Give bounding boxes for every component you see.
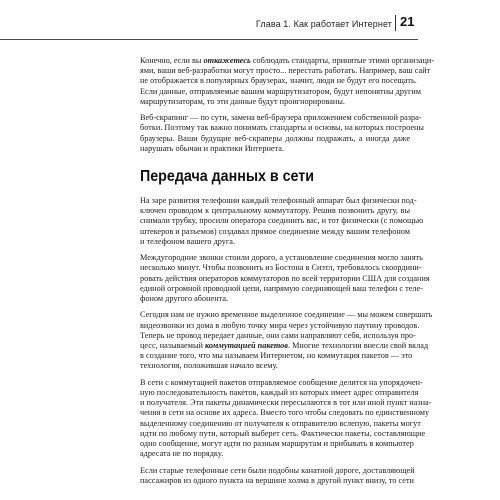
text-run: цесс, называемый [140,341,205,351]
body-text [140,56,435,492]
text-run: адресата не по порядку. [140,449,224,459]
text-run: ями, ваши веб-разработки могут просто... перестать работать. Например, ваш сайт [140,66,431,76]
emphasized-term: откажетесь [203,56,251,65]
paragraph-1 [140,56,435,107]
header-rule [0,39,418,40]
text-line [140,76,417,86]
text-line [140,237,410,247]
text-run: . Многие технологии внесли свой вклад [287,341,429,351]
text-line [140,56,435,66]
text-run: выделенному соединению от получателя к отправителю вслепую, пакеты могут [140,418,421,428]
text-line [140,341,429,351]
text-line [140,216,424,226]
section-heading: Передача данных в сети [140,168,315,186]
text-run: единой огромной проводной цепи, напрямую соединяющей ваш телефон с теле- [140,283,423,293]
text-run: На заре развития телефонии каждый телефонный аппарат был физически под- [140,196,417,206]
text-line [140,86,422,97]
text-line [140,206,410,216]
paragraph-3 [140,196,424,247]
text-line [140,320,420,331]
text-run: и получателя. Эти пакеты динамически пересылаются в тот или иной пункт назна- [140,398,432,408]
text-line [140,263,422,273]
text-line [140,361,410,371]
text-line [140,227,410,237]
text-run: и телефоном вашего друга. [140,236,236,246]
text-run: несколько минут. Чтобы позвонить из Бостона в Сиэтл, требовалось скоордини- [140,263,422,273]
text-line [140,253,423,263]
text-run: Теперь не провод передает данные, они сами направляют себя, используя про- [140,330,416,340]
text-line [140,144,410,154]
text-run: ботки. Поэтому так важно понимать стандарты и основы, на которых построены [140,123,424,133]
text-line [140,475,414,486]
paragraph-6 [140,377,432,460]
text-run: ровать действия операторов коммутаторов по всей территории США для создания [140,273,430,283]
text-run: фоном другого абонента. [140,294,229,304]
text-run: нарушать обычаи и практики Интернета. [140,143,284,153]
text-run: маршрутизаторам, то эти данные будут проигнорированы. [140,96,345,106]
paragraph-4 [140,253,430,304]
emphasized-term: коммутацией пакетов [204,341,288,351]
text-run: Междугородние звонки стоили дорого, а установление соединения могло занять [140,253,423,263]
text-run: штекеров и разъемов) создавал прямое соединение между вашим телефоном [140,226,410,236]
text-line [140,398,432,408]
text-run: Если старые телефонные сети были подобны канатной дороге, доставляющей [140,465,415,475]
text-line [140,449,410,459]
text-line [140,66,431,76]
paragraph-5 [140,310,433,371]
text-run: В сети с коммутацией пакетов отправляемое сообщение делится на упорядочен- [140,377,423,387]
text-line [140,408,430,418]
text-run: ную последовательность пакетов, каждый из которых имеет адрес отправителя [140,388,419,398]
text-line [140,97,410,107]
text-run: технология, положившая начало всему. [140,361,278,371]
text-run: в создание того, что мы называем Интернетом, но коммутация пакетов — это [140,351,413,361]
text-line [140,330,416,341]
text-line [140,351,413,361]
text-run: пассажиров из одного пункта на вершине холма в другой пункт внизу, то сети [140,475,414,485]
text-run: Если данные, отправляемые вашим маршрутизатором, будут непонятны другим [140,86,422,96]
text-line [140,273,430,284]
text-run: одно сообщение, могут идти по разным маршрутам и прибывать в компьютер [140,439,414,449]
text-line [140,113,422,123]
text-run: видеозвонки из дома в любую точку мира через устойчивую паутину проводов. [140,320,420,330]
page-number: 21 [400,14,415,29]
text-run: браузеры. Ваши будущие веб-скраперы должны подражать, а иногда даже [140,133,410,143]
text-line [140,196,417,206]
chapter-title: Глава 1. Как работает Интернет [255,19,392,29]
text-run: чения в сети на основе их адреса. Вместо того чтобы следовать по единственному [140,408,430,418]
text-run: идти по любому пути, который выберет сеть. Фактически пакеты, составляющие [140,428,426,438]
running-header [0,0,500,44]
text-line [140,428,426,439]
text-line [140,294,410,304]
text-line [140,310,433,320]
paragraph-7 [140,465,415,486]
text-line [140,283,423,294]
text-line [140,134,410,144]
text-run: Веб-скрапинг — по сути, замена веб-браузера приложением собственной разра- [140,113,422,123]
header-separator [395,15,396,31]
text-run: Конечно, если вы [140,56,204,65]
text-run: снимали трубку, просили оператора соединить вас, и тот физически (с помощью [140,216,424,226]
text-line [140,439,414,449]
text-line [140,388,419,398]
paragraph-2 [140,113,424,154]
text-line [140,377,423,388]
text-line [140,465,415,476]
text-run: Сегодня нам не нужно временное выделенное соединение — мы можем совершать [140,310,433,320]
text-line [140,123,424,133]
text-run: соблюдать стандарты, принятые этими организаци- [250,56,435,65]
text-line [140,418,421,429]
text-run: ключен проводом к центральному коммутатору. Решив позвонить другу, вы [140,206,410,216]
text-run: не отображается в популярных браузерах, значит, люди не будут его посещать. [140,76,417,86]
